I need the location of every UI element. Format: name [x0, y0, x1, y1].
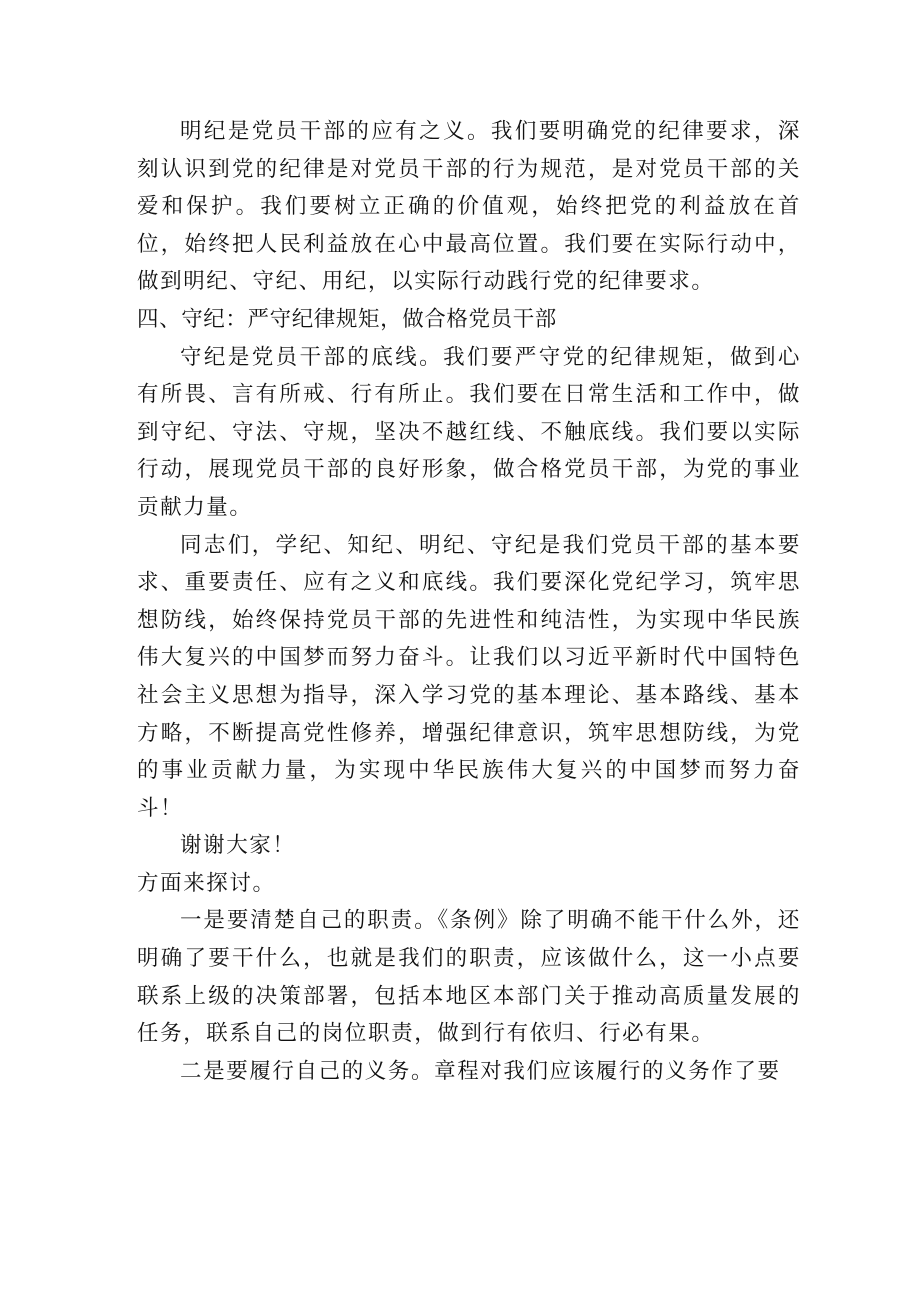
paragraph-conclusion: 同志们，学纪、知纪、明纪、守纪是我们党员干部的基本要求、重要责任、应有之义和底线。我们要深化党纪学习，筑牢思想防线，始终保持党员干部的先进性和纯洁性，为实现中华民族伟大复兴的中国梦而努力奋斗。让我们以习近平新时代中国特色社会主义思想为指导，深入学习党的基本理论、基本路线、基本方略，不断提高党性修养，增强纪律意识，筑牢思想防线，为党的事业贡献力量，为实现中华民族伟大复兴的中国梦而努力奋斗！	[137, 532, 801, 821]
paragraph-point-2: 二是要履行自己的义务。章程对我们应该履行的义务作了要	[180, 1058, 781, 1084]
paragraph-thanks: 谢谢大家！	[180, 833, 296, 859]
paragraph-fragment: 方面来探讨。	[137, 870, 276, 896]
paragraph-mingji: 明纪是党员干部的应有之义。我们要明确党的纪律要求，深刻认识到党的纪律是对党员干部的行为规范，是对党员干部的关爱和保护。我们要树立正确的价值观，始终把党的利益放在首位，始终把人民利益放在心中最高位置。我们要在实际行动中，做到明纪、守纪、用纪，以实际行动践行党的纪律要求。	[137, 119, 801, 295]
section-heading-4: 四、守纪：严守纪律规矩，做合格党员干部	[137, 306, 557, 332]
paragraph-point-1: 一是要清楚自己的职责。《条例》除了明确不能干什么外，还明确了要干什么，也就是我们的职责，应该做什么，这一小点要联系上级的决策部署，包括本地区本部门关于推动高质量发展的任务，联系自己的岗位职责，做到行有依归、行必有果。	[137, 908, 801, 1047]
document-body	[137, 113, 801, 1090]
paragraph-shouji: 守纪是党员干部的底线。我们要严守党的纪律规矩，做到心有所畏、言有所戒、行有所止。我们要在日常生活和工作中，做到守纪、守法、守规，坚决不越红线、不触底线。我们要以实际行动，展现党员干部的良好形象，做合格党员干部，为党的事业贡献力量。	[137, 344, 801, 520]
